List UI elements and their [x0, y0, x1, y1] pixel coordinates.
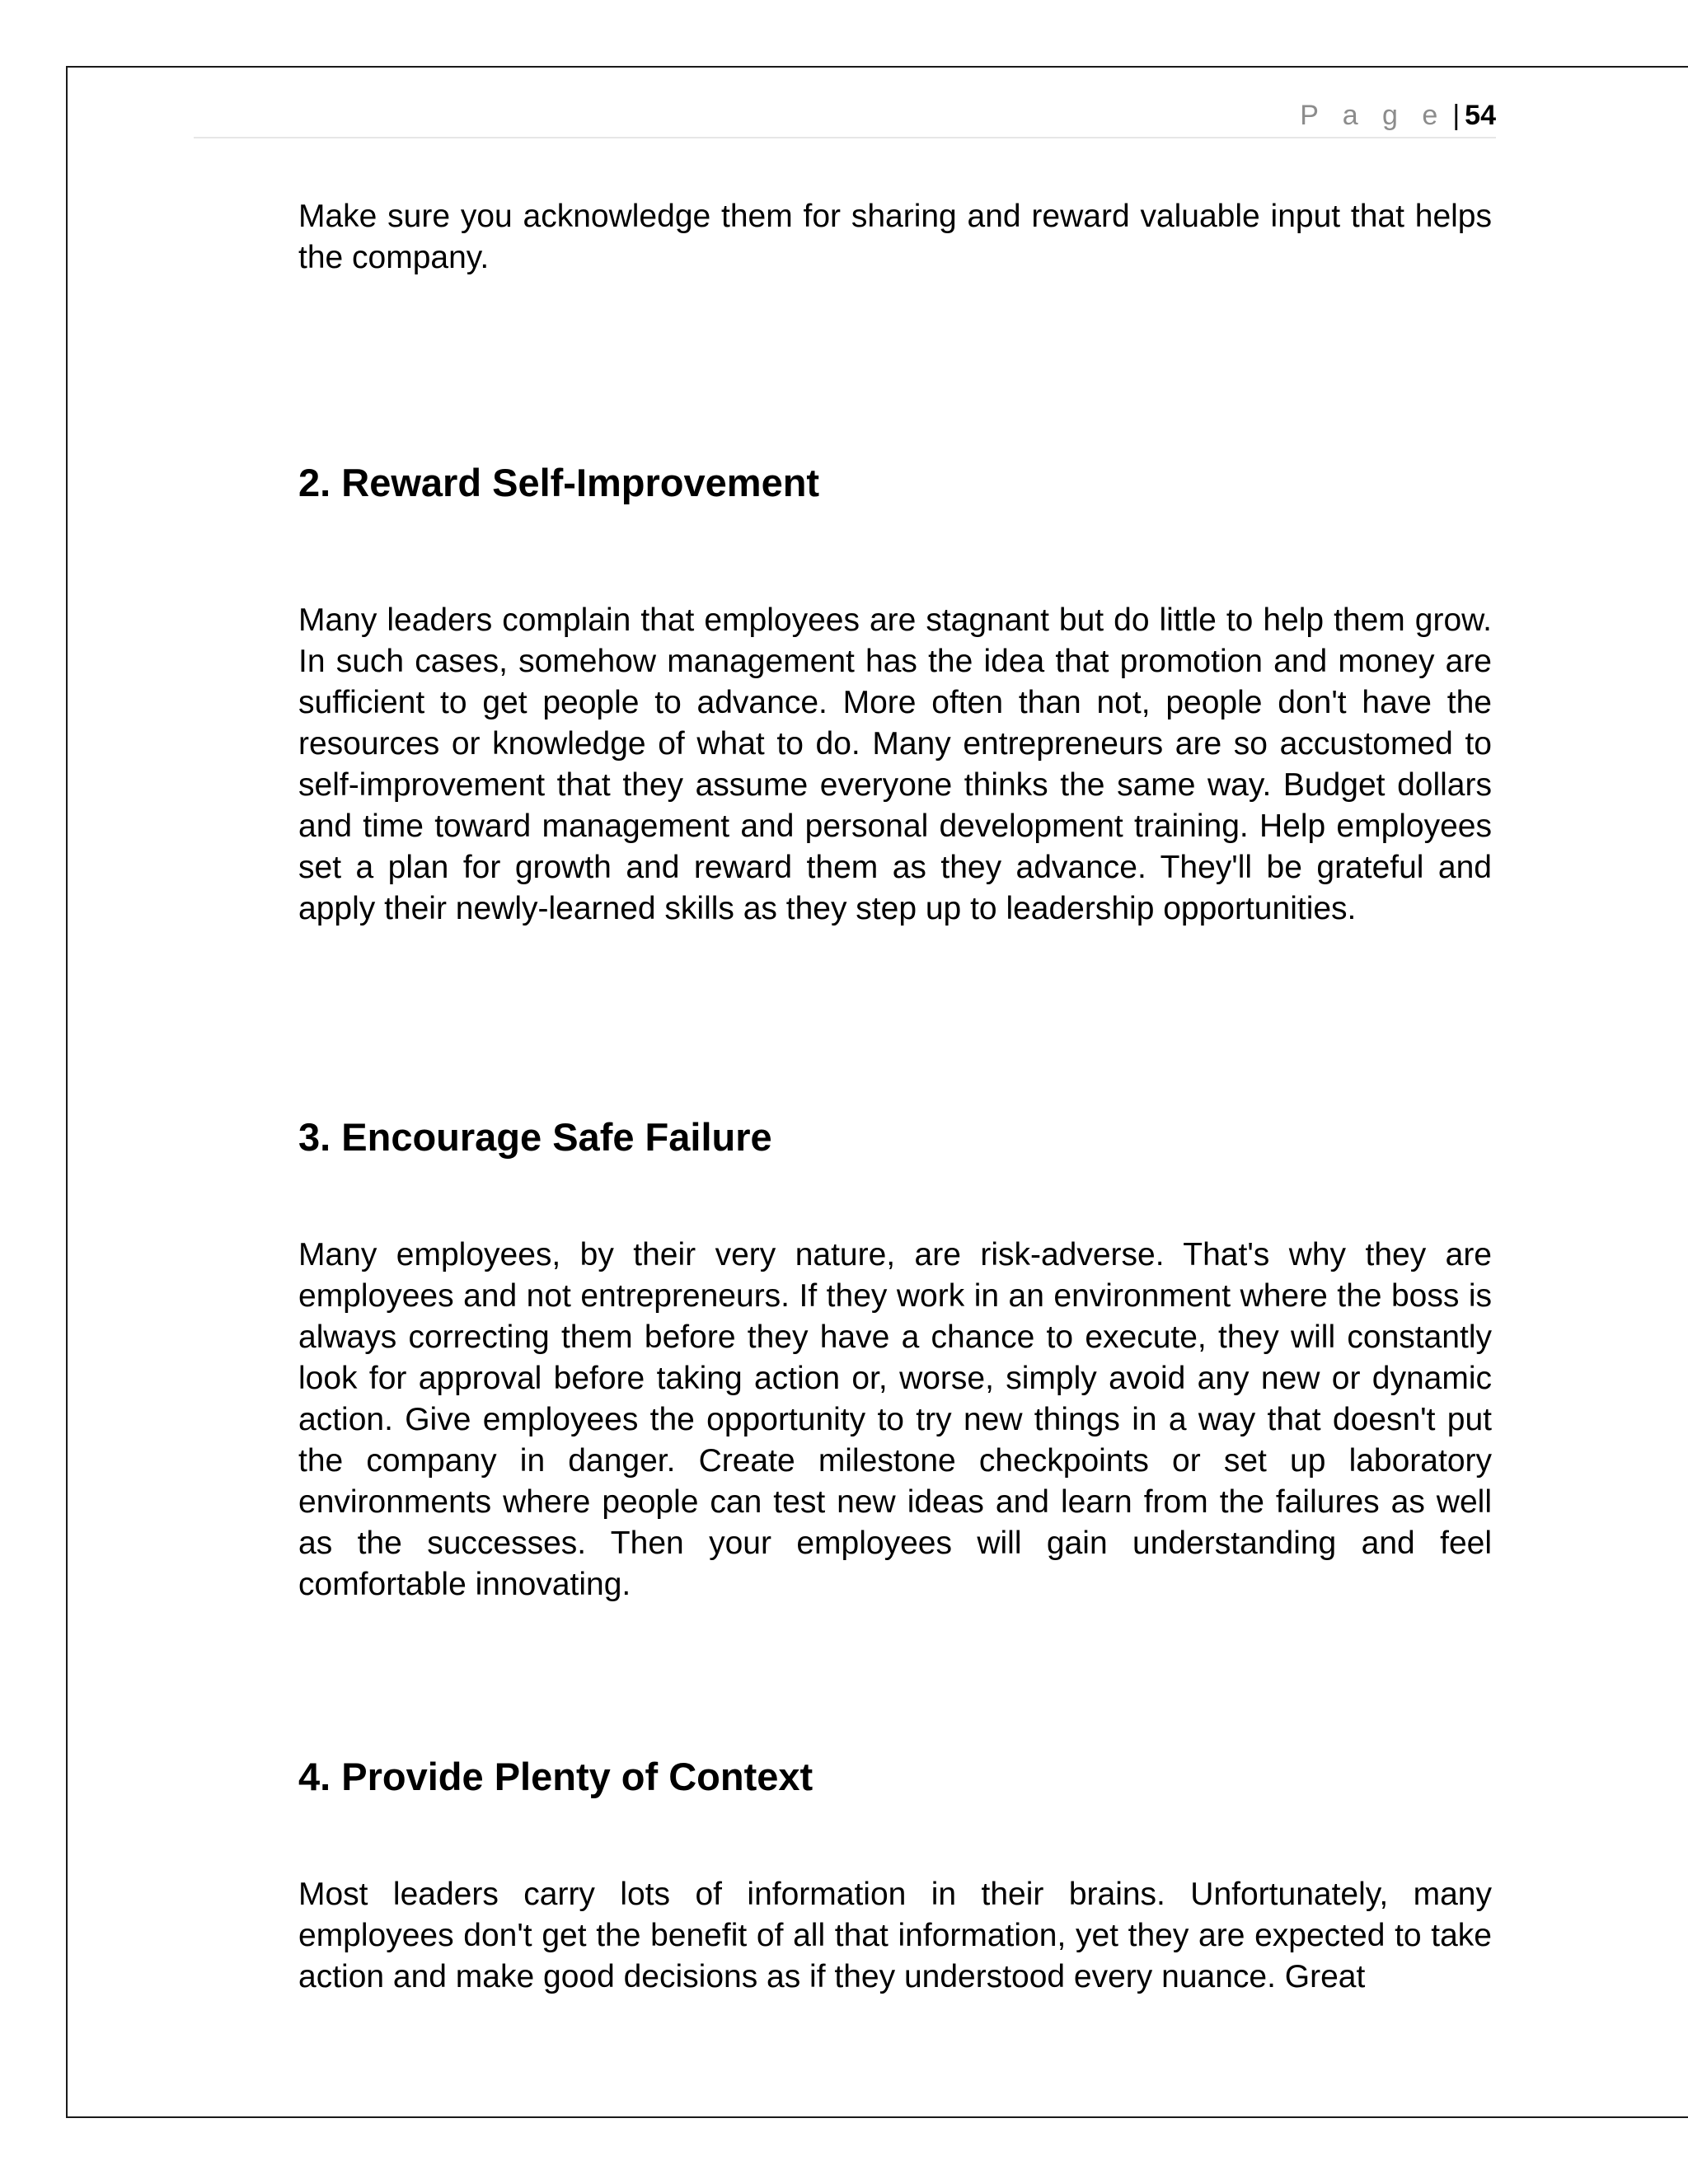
section-body-reward-self-improvement: Many leaders complain that employees are stagnant but do little to help them grow. In such cases, somehow management has the idea that promotion and money are sufficient to get people to advance. More often than not, people don't have the resources or knowledge of what to do. Many entrepreneurs are so accustomed to self-improvement that they assume everyone thinks the same way. Budget dollars and time toward management and personal development training. Help employees set a plan for growth and reward them as they advance. They'll be grateful and apply their newly-learned skills as they step up to leadership opportunities. [298, 602, 1492, 926]
section-heading-reward-self-improvement: 2. Reward Self-Improvement [298, 461, 820, 504]
section-heading-provide-plenty-of-context: 4. Provide Plenty of Context [298, 1755, 814, 1798]
page-content [298, 196, 1492, 1998]
intro-paragraph: Make sure you acknowledge them for sharing and reward valuable input that helps the company. [298, 199, 1492, 275]
page-separator: | [1452, 100, 1461, 131]
page-header [194, 97, 1496, 138]
page-label: P a g e [1300, 100, 1447, 131]
page-number: 54 [1465, 100, 1496, 131]
section-heading-encourage-safe-failure: 3. Encourage Safe Failure [298, 1115, 772, 1159]
section-body-provide-plenty-of-context: Most leaders carry lots of information in their brains. Unfortunately, many employees don't get the benefit of all that information, yet they are expected to take action and make good decisions as if they understood every nuance. Great [298, 1877, 1492, 1994]
section-body-encourage-safe-failure: Many employees, by their very nature, are risk-adverse. That's why they are employees and not entrepreneurs. If they work in an environment where the boss is always correcting them before they have a chance to execute, they will constantly look for approval before taking action or, worse, simply avoid any new or dynamic action. Give employees the opportunity to try new things in a way that doesn't put the company in danger. Create milestone checkpoints or set up laboratory environments where people can test new ideas and learn from the failures as well as the successes. Then your employees will gain understanding and feel comfortable innovating. [298, 1237, 1492, 1602]
